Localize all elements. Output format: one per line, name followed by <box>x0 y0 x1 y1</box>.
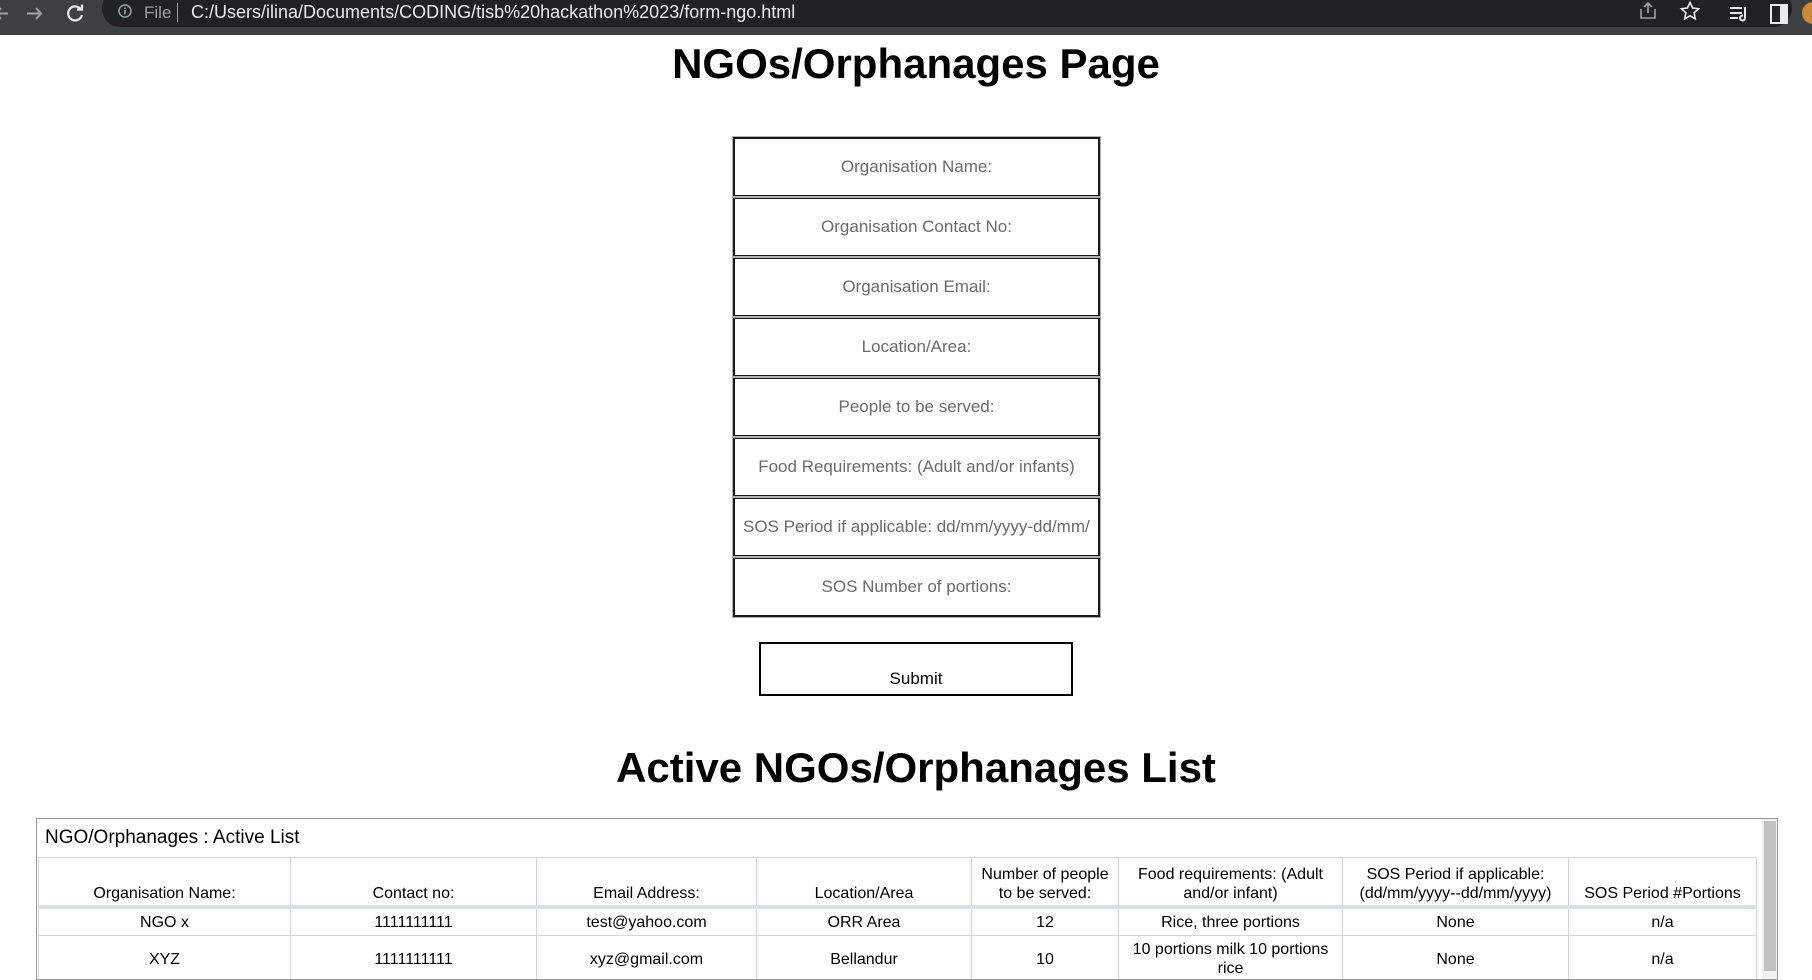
cell-contact: 1111111111 <box>291 907 537 936</box>
ngo-table <box>38 857 1757 980</box>
table-row <box>39 907 1757 936</box>
org-email-input[interactable] <box>733 257 1100 317</box>
table-caption: NGO/Orphanages : Active List <box>45 826 300 850</box>
list-title: Active NGOs/Orphanages List <box>0 742 1812 794</box>
header-location: Location/Area <box>757 858 972 908</box>
cell-org-name: XYZ <box>39 936 291 980</box>
side-panel-icon[interactable] <box>1767 2 1791 26</box>
sos-period-input[interactable] <box>733 497 1100 557</box>
org-contact-input[interactable] <box>733 197 1100 257</box>
cell-location: Bellandur <box>757 936 972 980</box>
cell-org-name: NGO x <box>39 907 291 936</box>
table-scrollbar[interactable] <box>1762 819 1777 979</box>
org-name-input[interactable] <box>733 137 1100 197</box>
reading-list-icon[interactable] <box>1727 2 1751 26</box>
cell-sos-portions: n/a <box>1569 936 1757 980</box>
cell-food: Rice, three portions <box>1119 907 1343 936</box>
reload-icon[interactable] <box>64 0 86 27</box>
header-sos-period: SOS Period if applicable: (dd/mm/yyyy--dd/mm/yyyy) <box>1343 858 1569 908</box>
info-icon[interactable] <box>118 4 132 18</box>
sos-portions-input[interactable] <box>733 557 1100 617</box>
star-icon[interactable] <box>1679 0 1701 22</box>
table-row <box>39 936 1757 980</box>
share-icon[interactable] <box>1637 0 1659 22</box>
location-input[interactable] <box>733 317 1100 377</box>
cell-people: 12 <box>972 907 1119 936</box>
cell-food: 10 portions milk 10 portions rice <box>1119 936 1343 980</box>
header-people: Number of people to be served: <box>972 858 1119 908</box>
header-email: Email Address: <box>537 858 757 908</box>
browser-toolbar <box>0 0 1812 35</box>
cell-sos-portions: n/a <box>1569 907 1757 936</box>
url-text[interactable]: C:/Users/ilina/Documents/CODING/tisb%20hackathon%2023/form-ngo.html <box>191 3 795 22</box>
cell-email: xyz@gmail.com <box>537 936 757 980</box>
cell-location: ORR Area <box>757 907 972 936</box>
food-requirements-input[interactable] <box>733 437 1100 497</box>
scrollbar-thumb[interactable] <box>1764 821 1776 971</box>
header-contact: Contact no: <box>291 858 537 908</box>
separator <box>177 3 178 22</box>
cell-sos-period: None <box>1343 907 1569 936</box>
header-sos-portions: SOS Period #Portions <box>1569 858 1757 908</box>
address-bar[interactable] <box>102 0 1792 27</box>
table-header-row <box>39 858 1757 908</box>
forward-icon[interactable] <box>25 0 45 27</box>
profile-icon[interactable] <box>1802 2 1812 24</box>
submit-button[interactable]: Submit <box>759 642 1073 696</box>
page-title: NGOs/Orphanages Page <box>0 38 1812 90</box>
cell-contact: 1111111111 <box>291 936 537 980</box>
back-icon[interactable] <box>0 0 10 27</box>
active-list-table <box>36 818 1778 980</box>
cell-people: 10 <box>972 936 1119 980</box>
ngo-form <box>733 137 1100 617</box>
header-food: Food requirements: (Adult and/or infant) <box>1119 858 1343 908</box>
people-served-input[interactable] <box>733 377 1100 437</box>
file-label: File <box>144 3 171 22</box>
cell-sos-period: None <box>1343 936 1569 980</box>
header-org-name: Organisation Name: <box>39 858 291 908</box>
cell-email: test@yahoo.com <box>537 907 757 936</box>
